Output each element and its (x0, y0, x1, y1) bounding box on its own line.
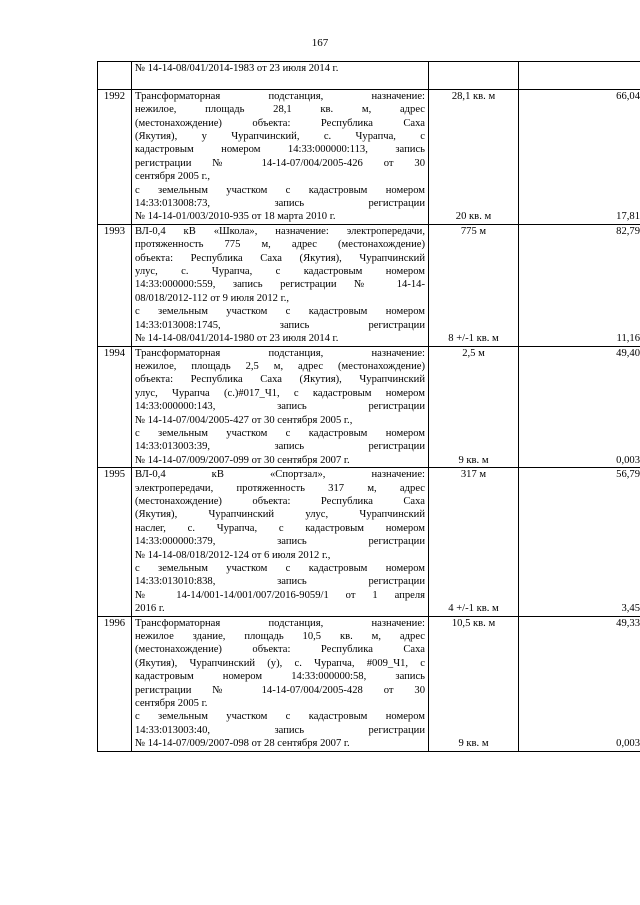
row-number: 1994 (98, 346, 132, 468)
description-line: № 14-14-07/009/2007-098 от 28 сентября 2007 г. (135, 738, 350, 750)
description-line: с земельным участком с кадастровым номером (135, 184, 425, 196)
object-description (132, 468, 429, 616)
object-value: 56,79 (616, 469, 640, 481)
object-area: 2,5 м (462, 347, 485, 359)
description-line: сентября 2005 г. (135, 698, 208, 710)
description-line: протяженность 775 м, адрес (местонахождение) (135, 239, 425, 251)
description-line: нежилое здание, площадь 10,5 кв. м, адрес (135, 631, 425, 643)
row-number (98, 62, 132, 90)
description-line: Трансформаторная подстанция, назначение: (135, 90, 425, 102)
land-value: 0,003 (616, 738, 640, 750)
description-line: электропередачи, протяженность 317 м, адрес (135, 482, 425, 494)
description-line: 14:33:013010:838, запись регистрации (135, 576, 425, 588)
description-line: 14:33:013008:1745, запись регистрации (135, 319, 425, 331)
land-value: 0,003 (616, 454, 640, 466)
land-value: 11,16 (616, 333, 640, 345)
land-area: 20 кв. м (455, 211, 492, 223)
description-line: с земельным участком с кадастровым номером (135, 711, 425, 723)
row-number: 1993 (98, 224, 132, 346)
object-value: 49,40 (616, 347, 640, 359)
object-area: 10,5 кв. м (451, 617, 496, 629)
description-line: № 14-14-08/041/2014-1980 от 23 июля 2014 г. (135, 333, 339, 345)
description-line: 14:33:000000:559, запись регистрации № 14-14- (135, 279, 425, 291)
description-line: с земельным участком с кадастровым номером (135, 563, 425, 575)
value-cell (519, 616, 640, 751)
description-line: 14:33:000000:143, запись регистрации (135, 401, 425, 413)
page-number: 167 (311, 37, 329, 49)
area-cell (429, 616, 519, 751)
description-line: регистрации № 14-14-07/004/2005-426 от 30 (135, 157, 425, 169)
land-area: 4 +/-1 кв. м (448, 603, 499, 615)
object-value: 66,04 (616, 90, 640, 102)
property-table (97, 61, 640, 752)
description-line: ВЛ-0,4 кВ «Школа», назначение: электропередачи, (135, 225, 425, 237)
description-line: № 14-14-08/018/2012-124 от 6 июля 2012 г., (135, 549, 331, 561)
description-line: 14:33:013008:73, запись регистрации (135, 198, 425, 210)
description-line: № 14-14-07/009/2007-099 от 30 сентября 2007 г. (135, 454, 350, 466)
land-value: 3,45 (621, 603, 640, 615)
description-line: ВЛ-0,4 кВ «Спортзал», назначение: (135, 469, 425, 481)
object-description (132, 89, 429, 224)
area-cell (429, 346, 519, 468)
object-value: 82,79 (616, 225, 640, 237)
description-line: № 14-14-01/003/2010-935 от 18 марта 2010 г. (135, 211, 336, 223)
object-description (132, 224, 429, 346)
description-line: с земельным участком с кадастровым номером (135, 306, 425, 318)
description-line: регистрации № 14-14-07/004/2005-428 от 30 (135, 684, 425, 696)
area-cell (429, 62, 519, 90)
object-description (132, 616, 429, 751)
description-line: улус, с. Чурапча, с кадастровым номером (135, 266, 425, 278)
value-cell (519, 224, 640, 346)
description-line: кадастровым номером 14:33:000000:113, запись (135, 144, 425, 156)
description-line: нежилое, площадь 2,5 м, адрес (местонахождение) (135, 360, 425, 372)
table-row (98, 346, 640, 468)
description-line: 08/018/2012-112 от 9 июля 2012 г., (135, 292, 290, 304)
value-cell (519, 89, 640, 224)
object-area: 775 м (460, 225, 487, 237)
description-line: (Якутия), Чурапчинский улус, Чурапчинский (135, 509, 425, 521)
table-row (98, 468, 640, 616)
description-line: кадастровым номером 14:33:000000:58, запись (135, 671, 425, 683)
description-line: № 14-14-08/041/2014-1983 от 23 июля 2014 г. (135, 63, 339, 74)
description-line: объекта: Республика Саха (Якутия), Чурапчинский (135, 252, 425, 264)
object-description (132, 346, 429, 468)
object-description (132, 62, 429, 90)
description-line: (Якутия), у Чурапчинский, с. Чурапча, с (135, 131, 425, 143)
description-line: (местонахождение) объекта: Республика Саха (135, 495, 425, 507)
value-cell (519, 346, 640, 468)
object-area: 317 м (460, 469, 487, 481)
description-line: Трансформаторная подстанция, назначение: (135, 347, 425, 359)
value-cell (519, 62, 640, 90)
value-cell (519, 468, 640, 616)
description-line: объекта: Республика Саха (Якутия), Чурапчинский (135, 374, 425, 386)
area-cell (429, 224, 519, 346)
table-row (98, 224, 640, 346)
row-number: 1996 (98, 616, 132, 751)
table-row (98, 62, 640, 90)
description-line: (Якутия), Чурапчинский (у), с. Чурапча, #009_Ч1, с (135, 657, 425, 669)
description-line: 14:33:013003:40, запись регистрации (135, 724, 425, 736)
object-area: 28,1 кв. м (451, 90, 496, 102)
description-line: (местонахождение) объекта: Республика Саха (135, 117, 425, 129)
description-line: 14:33:013003:39, запись регистрации (135, 441, 425, 453)
description-line: 2016 г. (135, 603, 165, 615)
description-line: нежилое, площадь 28,1 кв. м, адрес (135, 104, 425, 116)
area-cell (429, 468, 519, 616)
table-row (98, 616, 640, 751)
table-row (98, 89, 640, 224)
land-value: 17,81 (616, 211, 640, 223)
land-area: 9 кв. м (458, 454, 489, 466)
description-line: с земельным участком с кадастровым номером (135, 427, 425, 439)
area-cell (429, 89, 519, 224)
land-area: 8 +/-1 кв. м (448, 333, 499, 345)
description-line: сентября 2005 г., (135, 171, 211, 183)
description-line: № 14-14-07/004/2005-427 от 30 сентября 2005 г., (135, 414, 353, 426)
description-line: наслег, с. Чурапча, с кадастровым номером (135, 522, 425, 534)
description-line: Трансформаторная подстанция, назначение: (135, 617, 425, 629)
land-area: 9 кв. м (458, 738, 489, 750)
row-number: 1992 (98, 89, 132, 224)
object-value: 49,33 (616, 617, 640, 629)
description-line: 14:33:000000:379, запись регистрации (135, 536, 425, 548)
description-line: № 14-14/001-14/001/007/2016-9059/1 от 1 апреля (135, 589, 425, 601)
description-line: улус, Чурапча (с.)#017_Ч1, с кадастровым номером (135, 387, 425, 399)
description-line: (местонахождение) объекта: Республика Саха (135, 644, 425, 656)
row-number: 1995 (98, 468, 132, 616)
